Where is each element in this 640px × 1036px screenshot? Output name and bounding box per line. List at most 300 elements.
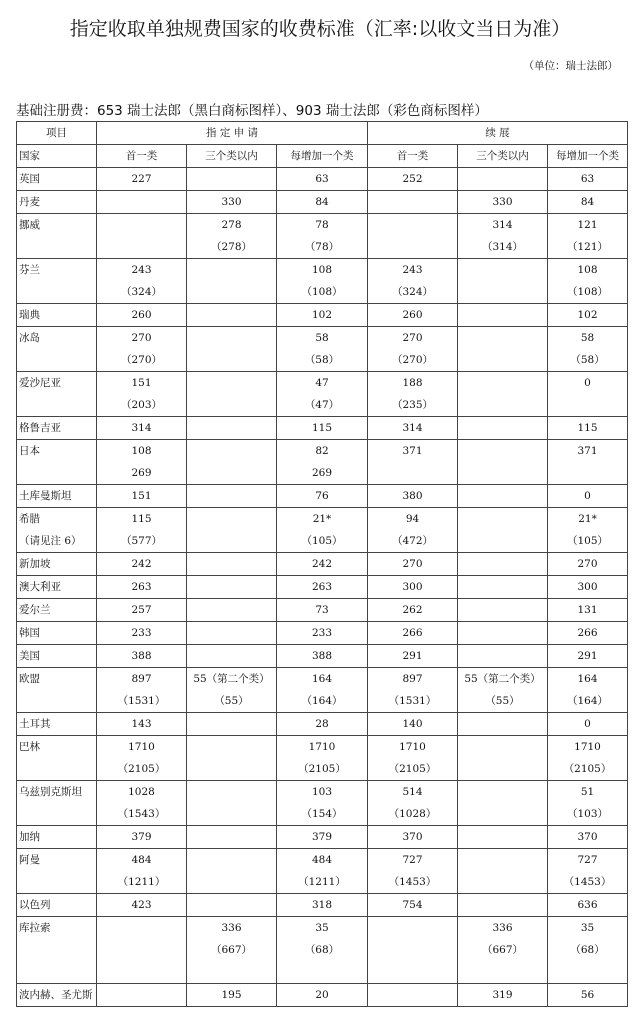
- header-item: 项目: [17, 122, 97, 145]
- fee-value: 388: [311, 650, 333, 662]
- fee-value: [187, 530, 276, 552]
- base-fee-line: 基础注册费：653 瑞士法郎（黑白商标图样）、903 瑞士法郎（彩色商标图样）: [16, 103, 488, 119]
- fee-cell: [187, 645, 277, 668]
- table-row: [17, 417, 628, 440]
- country-cell: [17, 781, 97, 826]
- table-row: [17, 645, 628, 668]
- fee-value: 84: [315, 196, 329, 208]
- fee-value: [458, 349, 547, 371]
- fee-value: 82: [315, 445, 329, 457]
- fee-value: （47）: [304, 399, 340, 411]
- fee-cell: [458, 553, 548, 576]
- fee-cell: [548, 485, 628, 508]
- fee-value: [187, 713, 276, 735]
- fee-value: （164）: [301, 695, 343, 707]
- fee-cell: [548, 645, 628, 668]
- fee-value: 115: [131, 513, 152, 525]
- fee-value: 58: [315, 332, 329, 344]
- fee-value: [458, 599, 547, 621]
- fee-cell: [458, 576, 548, 599]
- fee-cell: [548, 259, 628, 304]
- fee-cell: [458, 485, 548, 508]
- country-name: 美国: [19, 650, 40, 662]
- fee-value: 270: [402, 332, 423, 344]
- fee-value: （203）: [120, 399, 163, 411]
- fee-cell: [548, 508, 628, 553]
- fee-value: 76: [315, 490, 329, 502]
- fee-value: [458, 758, 547, 780]
- fee-value: [458, 894, 547, 916]
- fee-value: [97, 961, 186, 983]
- fee-value: 260: [131, 309, 152, 321]
- country-cell: [17, 599, 97, 622]
- fee-value: 121: [577, 219, 598, 231]
- fee-value: [458, 576, 547, 598]
- fee-cell: [277, 440, 368, 485]
- fee-cell: [548, 440, 628, 485]
- country-cell: [17, 372, 97, 417]
- fee-value: 115: [311, 422, 333, 434]
- fee-cell: [458, 508, 548, 553]
- fee-cell: [368, 917, 458, 984]
- fee-value: 233: [311, 627, 333, 639]
- fee-value: [458, 462, 547, 484]
- fee-cell: [277, 576, 368, 599]
- table-row: [17, 599, 628, 622]
- fee-cell: [277, 736, 368, 781]
- header-first-class: 首一类: [368, 145, 458, 168]
- table-row: [17, 508, 628, 553]
- fee-value: [458, 530, 547, 552]
- fee-cell: [548, 668, 628, 713]
- country-cell: [17, 304, 97, 327]
- fee-value: （1211）: [298, 876, 346, 888]
- fee-value: [548, 961, 627, 983]
- fee-value: 151: [131, 490, 152, 502]
- fee-cell: [458, 168, 548, 191]
- fee-cell: [368, 327, 458, 372]
- country-cell: [17, 576, 97, 599]
- country-cell: [17, 826, 97, 849]
- fee-cell: [548, 894, 628, 917]
- fee-cell: [458, 440, 548, 485]
- fee-value: 0: [584, 490, 591, 502]
- fee-value: 21*: [578, 513, 597, 525]
- fee-value: 115: [577, 422, 598, 434]
- fee-value: （121）: [566, 241, 609, 253]
- fee-cell: [368, 826, 458, 849]
- fee-cell: [277, 622, 368, 645]
- fee-cell: [187, 622, 277, 645]
- fee-value: 243: [402, 264, 423, 276]
- header-each-additional: 每增加一个类: [277, 145, 368, 168]
- fee-cell: [97, 826, 187, 849]
- fee-value: 263: [131, 581, 152, 593]
- country-cell: [17, 440, 97, 485]
- fee-cell: [548, 191, 628, 214]
- fee-cell: [458, 191, 548, 214]
- fee-value: [458, 871, 547, 893]
- fee-value: 371: [402, 445, 423, 457]
- fee-cell: [458, 736, 548, 781]
- fee-value: （1453）: [563, 876, 612, 888]
- fee-cell: [97, 576, 187, 599]
- fee-value: 108: [577, 264, 598, 276]
- country-name: 希腊: [19, 513, 40, 525]
- fee-cell: [368, 599, 458, 622]
- fee-cell: [368, 713, 458, 736]
- fee-cell: [97, 508, 187, 553]
- fee-value: [458, 440, 547, 462]
- fee-value: （324）: [391, 286, 434, 298]
- country-cell: [17, 327, 97, 372]
- fee-cell: [548, 781, 628, 826]
- fee-cell: [548, 576, 628, 599]
- fee-value: [277, 961, 367, 983]
- fee-cell: [187, 826, 277, 849]
- fee-value: [548, 394, 627, 416]
- fee-value: [458, 736, 547, 758]
- fee-value: 897: [402, 673, 423, 685]
- fee-value: [187, 758, 276, 780]
- fee-cell: [548, 168, 628, 191]
- fee-value: 754: [402, 899, 423, 911]
- fee-cell: [548, 372, 628, 417]
- fee-value: 270: [402, 558, 423, 570]
- fee-cell: [97, 214, 187, 259]
- fee-value: （667）: [481, 944, 524, 956]
- fee-value: 291: [577, 650, 598, 662]
- fee-cell: [368, 508, 458, 553]
- fee-value: 380: [402, 490, 423, 502]
- fee-cell: [187, 214, 277, 259]
- fee-cell: [368, 417, 458, 440]
- country-name: 加纳: [19, 831, 40, 843]
- fee-value: [187, 259, 276, 281]
- fee-value: 257: [131, 604, 152, 616]
- fee-value: [458, 281, 547, 303]
- fee-cell: [277, 191, 368, 214]
- fee-value: [458, 485, 547, 507]
- table-row: [17, 984, 628, 1007]
- country-name: 英国: [19, 173, 40, 185]
- fee-value: [458, 781, 547, 803]
- fee-value: [187, 417, 276, 439]
- fee-cell: [277, 645, 368, 668]
- fee-cell: [458, 668, 548, 713]
- fee-value: 269: [311, 467, 333, 479]
- table-row: [17, 168, 628, 191]
- country-cell: [17, 485, 97, 508]
- fee-value: 314: [402, 422, 423, 434]
- fee-value: [97, 984, 186, 1006]
- country-name: 波内赫、圣尤斯: [19, 989, 93, 1001]
- table-row: [17, 849, 628, 894]
- fee-cell: [187, 191, 277, 214]
- fee-value: [458, 372, 547, 394]
- fee-value: （1211）: [117, 876, 166, 888]
- fee-cell: [97, 191, 187, 214]
- fee-cell: [548, 849, 628, 894]
- fee-cell: [187, 599, 277, 622]
- fee-cell: [277, 713, 368, 736]
- fee-cell: [277, 417, 368, 440]
- table-row: [17, 917, 628, 984]
- fee-value: [187, 781, 276, 803]
- fee-value: 278: [221, 219, 242, 231]
- fee-value: [458, 394, 547, 416]
- country-name: 格鲁吉亚: [19, 422, 61, 434]
- fee-value: [368, 917, 457, 939]
- fee-value: 1710: [399, 741, 426, 753]
- fee-cell: [97, 372, 187, 417]
- fee-value: 727: [402, 854, 423, 866]
- header-within-three: 三个类以内: [458, 145, 548, 168]
- fee-value: （58）: [304, 354, 340, 366]
- fee-cell: [368, 191, 458, 214]
- fee-value: （105）: [301, 535, 343, 547]
- country-name: 新加坡: [19, 558, 51, 570]
- fee-value: 58: [580, 332, 595, 344]
- fee-value: [458, 961, 547, 983]
- country-note: （请见注 6）: [19, 535, 82, 547]
- fee-value: 143: [131, 718, 152, 730]
- fee-value: [187, 599, 276, 621]
- fee-cell: [97, 417, 187, 440]
- fee-cell: [458, 372, 548, 417]
- table-row: [17, 372, 628, 417]
- country-name: 芬兰: [19, 264, 40, 276]
- fee-cell: [548, 417, 628, 440]
- fee-value: 63: [580, 173, 595, 185]
- table-row: [17, 622, 628, 645]
- fee-value: [187, 327, 276, 349]
- fee-cell: [458, 259, 548, 304]
- fee-cell: [97, 645, 187, 668]
- fee-value: [97, 939, 186, 961]
- fee-cell: [277, 781, 368, 826]
- fee-value: （324）: [120, 286, 163, 298]
- fee-value: 314: [131, 422, 152, 434]
- fee-cell: [97, 622, 187, 645]
- fee-value: （577）: [120, 535, 163, 547]
- fee-value: 56: [580, 989, 595, 1001]
- fee-value: 94: [405, 513, 420, 525]
- fee-value: 35: [580, 922, 595, 934]
- fee-value: [368, 984, 457, 1006]
- fee-cell: [187, 553, 277, 576]
- fee-value: 318: [311, 899, 333, 911]
- fee-value: 1710: [128, 741, 155, 753]
- fee-value: 102: [311, 309, 333, 321]
- fee-cell: [368, 485, 458, 508]
- fee-value: [368, 961, 457, 983]
- fee-value: 300: [402, 581, 423, 593]
- fee-value: （78）: [304, 241, 340, 253]
- fee-cell: [548, 736, 628, 781]
- fee-value: 300: [577, 581, 598, 593]
- fee-value: [187, 803, 276, 825]
- fee-value: [187, 826, 276, 848]
- fee-value: 291: [402, 650, 423, 662]
- fee-value: [368, 236, 457, 258]
- fee-value: 266: [577, 627, 598, 639]
- fee-value: （235）: [391, 399, 434, 411]
- fee-value: 484: [311, 854, 333, 866]
- fee-cell: [368, 259, 458, 304]
- fee-value: （1028）: [388, 808, 437, 820]
- fee-value: （2105）: [388, 763, 437, 775]
- fee-value: 140: [402, 718, 423, 730]
- fee-value: 108: [311, 264, 333, 276]
- fee-value: （108）: [566, 286, 609, 298]
- fee-value: 195: [221, 989, 242, 1001]
- fee-value: [458, 304, 547, 326]
- fee-value: [458, 417, 547, 439]
- fee-cell: [97, 736, 187, 781]
- fee-value: （667）: [210, 944, 253, 956]
- fee-cell: [187, 781, 277, 826]
- fee-value: （58）: [570, 354, 605, 366]
- country-cell: [17, 168, 97, 191]
- fee-value: [187, 462, 276, 484]
- fee-cell: [458, 917, 548, 984]
- fee-value: [368, 462, 457, 484]
- fee-value: 233: [131, 627, 152, 639]
- fee-cell: [548, 553, 628, 576]
- country-cell: [17, 894, 97, 917]
- fee-cell: [548, 917, 628, 984]
- table-row: [17, 713, 628, 736]
- fee-value: 188: [402, 377, 423, 389]
- fee-cell: [187, 668, 277, 713]
- fee-cell: [187, 259, 277, 304]
- fee-value: [187, 372, 276, 394]
- fee-cell: [187, 327, 277, 372]
- fee-value: 47: [315, 377, 329, 389]
- fee-value: （1531）: [117, 695, 166, 707]
- fee-value: [458, 259, 547, 281]
- country-name: 爱尔兰: [19, 604, 51, 616]
- fee-cell: [187, 168, 277, 191]
- fee-value: （1453）: [388, 876, 437, 888]
- country-name: 冰岛: [19, 332, 40, 344]
- page-title: 指定收取单独规费国家的收费标准（汇率:以收文当日为准）: [69, 18, 571, 40]
- country-cell: [17, 645, 97, 668]
- fee-cell: [458, 645, 548, 668]
- fee-value: [187, 849, 276, 871]
- country-cell: [17, 736, 97, 781]
- fee-value: [458, 803, 547, 825]
- fee-cell: [277, 372, 368, 417]
- fee-value: 514: [402, 786, 423, 798]
- table-row: [17, 214, 628, 259]
- fee-value: 242: [131, 558, 152, 570]
- fee-cell: [187, 576, 277, 599]
- fee-cell: [368, 576, 458, 599]
- fee-value: 262: [402, 604, 423, 616]
- fee-value: （164）: [566, 695, 609, 707]
- fee-value: [97, 236, 186, 258]
- fee-cell: [458, 417, 548, 440]
- country-name: 库拉索: [19, 922, 51, 934]
- fee-value: 266: [402, 627, 423, 639]
- fee-value: （314）: [481, 241, 524, 253]
- fee-value: [97, 191, 186, 213]
- fee-cell: [277, 894, 368, 917]
- fee-value: [187, 349, 276, 371]
- fee-value: [458, 645, 547, 667]
- fee-value: （1543）: [117, 808, 166, 820]
- fee-value: （68）: [304, 944, 340, 956]
- fee-cell: [368, 304, 458, 327]
- fee-value: 243: [131, 264, 152, 276]
- fee-cell: [368, 168, 458, 191]
- fee-value: 330: [221, 196, 242, 208]
- fee-value: 103: [311, 786, 333, 798]
- fee-value: 55（第二个类）: [193, 673, 270, 685]
- fee-cell: [97, 917, 187, 984]
- fee-value: （2105）: [563, 763, 612, 775]
- fee-cell: [368, 645, 458, 668]
- fee-value: 242: [311, 558, 333, 570]
- fee-cell: [458, 781, 548, 826]
- fee-value: 102: [577, 309, 598, 321]
- fee-value: 371: [577, 445, 598, 457]
- fee-value: 484: [131, 854, 152, 866]
- fee-value: 51: [580, 786, 595, 798]
- fee-cell: [368, 736, 458, 781]
- fee-cell: [277, 508, 368, 553]
- fee-cell: [548, 327, 628, 372]
- fee-value: （2105）: [117, 763, 166, 775]
- fee-value: 164: [311, 673, 333, 685]
- fee-cell: [97, 485, 187, 508]
- fee-cell: [368, 553, 458, 576]
- fee-cell: [458, 214, 548, 259]
- fee-value: 164: [577, 673, 598, 685]
- header-within-three: 三个类以内: [187, 145, 277, 168]
- fee-value: 55（第二个类）: [464, 673, 541, 685]
- fee-value: 1710: [574, 741, 601, 753]
- fee-value: [187, 645, 276, 667]
- fee-cell: [277, 984, 368, 1007]
- fee-value: 84: [580, 196, 595, 208]
- fee-cell: [548, 214, 628, 259]
- fee-cell: [277, 849, 368, 894]
- fee-cell: [97, 599, 187, 622]
- fee-value: [187, 622, 276, 644]
- country-cell: [17, 214, 97, 259]
- fee-value: 131: [577, 604, 598, 616]
- fee-cell: [187, 508, 277, 553]
- fee-value: [458, 713, 547, 735]
- fee-value: [97, 214, 186, 236]
- fee-value: 1028: [128, 786, 155, 798]
- fee-cell: [548, 984, 628, 1007]
- fee-value: [187, 736, 276, 758]
- fee-value: [187, 281, 276, 303]
- country-name: 阿曼: [19, 854, 40, 866]
- fee-cell: [97, 553, 187, 576]
- fee-value: 370: [577, 831, 598, 843]
- country-name: 以色列: [19, 899, 51, 911]
- fee-value: （103）: [566, 808, 609, 820]
- fee-cell: [97, 304, 187, 327]
- fee-cell: [368, 849, 458, 894]
- fee-cell: [458, 304, 548, 327]
- fee-value: 28: [315, 718, 329, 730]
